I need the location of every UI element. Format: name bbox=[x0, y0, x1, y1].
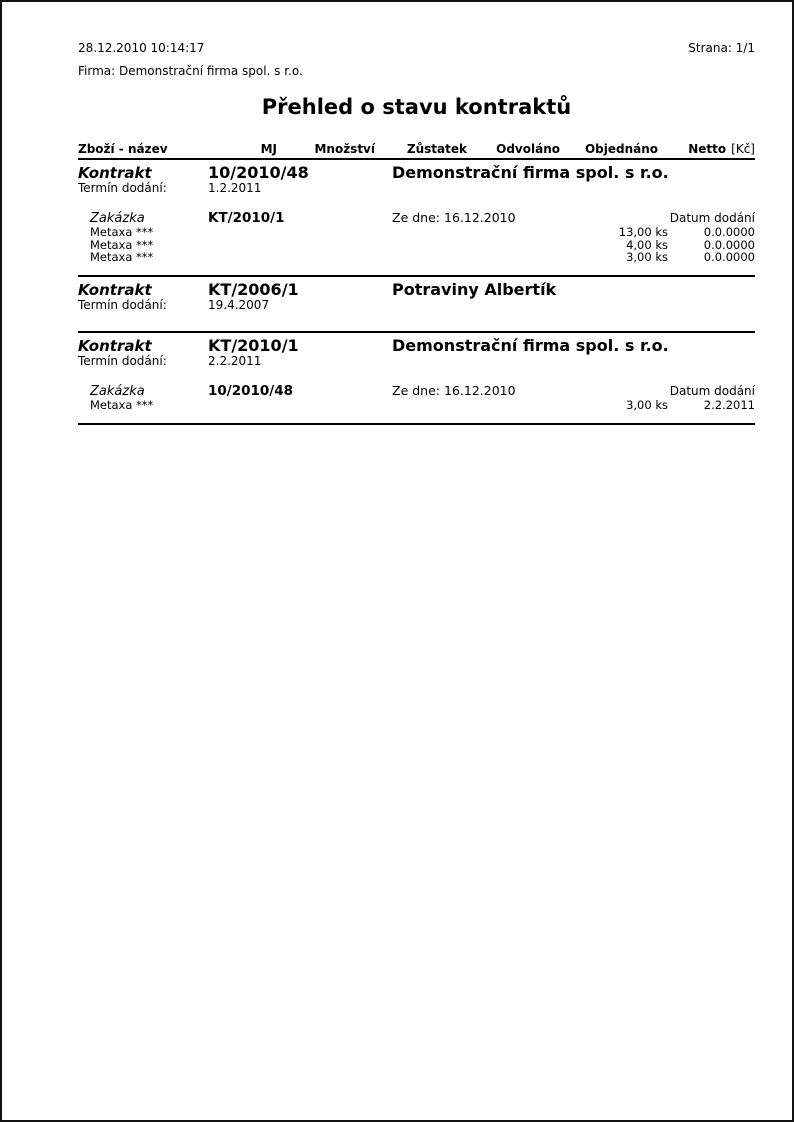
item-delivery-date: 2.2.2011 bbox=[703, 397, 755, 412]
order-number: KT/2010/1 bbox=[208, 210, 285, 226]
section-divider bbox=[78, 331, 755, 333]
delivery-term-label: Termín dodání: bbox=[78, 353, 167, 368]
delivery-term-row bbox=[78, 299, 755, 312]
column-header-quantity: Množství bbox=[314, 142, 375, 156]
delivery-term-row bbox=[78, 355, 755, 368]
column-header-balance: Zůstatek bbox=[406, 142, 467, 156]
section-divider bbox=[78, 275, 755, 277]
delivery-term-value: 1.2.2011 bbox=[208, 181, 262, 195]
column-header-revoked: Odvoláno bbox=[496, 142, 560, 156]
item-row bbox=[78, 251, 755, 264]
order-date-label: Ze dne: bbox=[392, 210, 440, 225]
item-delivery-date: 0.0.0000 bbox=[703, 225, 755, 239]
item-delivery-date: 0.0.0000 bbox=[703, 237, 755, 252]
order-date-label: Ze dne: bbox=[392, 382, 440, 398]
item-quantity: 4,00 ks bbox=[626, 237, 668, 252]
contract-label: Kontrakt bbox=[78, 336, 152, 355]
item-quantity: 3,00 ks bbox=[626, 250, 668, 264]
item-name: Metaxa *** bbox=[90, 237, 154, 252]
order-date-value: 16.12.2010 bbox=[444, 210, 516, 225]
order-number: 10/2010/48 bbox=[208, 382, 294, 399]
currency-unit-label: [Kč] bbox=[731, 142, 755, 156]
page-title: Přehled o stavu kontraktů bbox=[261, 95, 572, 119]
column-header-netto bbox=[658, 142, 755, 156]
item-name: Metaxa *** bbox=[90, 250, 154, 264]
contract-label: Kontrakt bbox=[78, 280, 152, 299]
order-date-value: 16.12.2010 bbox=[444, 382, 516, 398]
order-header bbox=[78, 383, 755, 399]
delivery-date-column-label: Datum dodání bbox=[669, 383, 755, 398]
order-date-line bbox=[392, 210, 670, 225]
column-header-goods-name: Zboží - název bbox=[78, 142, 168, 156]
contract-partner: Demonstrační firma spol. s r.o. bbox=[392, 335, 669, 355]
table-header bbox=[78, 142, 755, 160]
item-quantity: 3,00 ks bbox=[626, 397, 668, 412]
contract-number: KT/2006/1 bbox=[208, 279, 299, 299]
item-row bbox=[78, 399, 755, 412]
contract-header bbox=[78, 163, 755, 182]
item-quantity: 13,00 ks bbox=[618, 225, 668, 239]
report-content bbox=[2, 2, 792, 425]
contract-label: Kontrakt bbox=[78, 164, 152, 182]
contract-header bbox=[78, 280, 755, 299]
item-name: Metaxa *** bbox=[90, 225, 154, 239]
item-row bbox=[78, 226, 755, 239]
contract-number: 10/2010/48 bbox=[208, 163, 309, 182]
delivery-term-label: Termín dodání: bbox=[78, 181, 167, 195]
item-delivery-date: 0.0.0000 bbox=[703, 250, 755, 264]
document-meta-row bbox=[78, 41, 755, 55]
order-label: Zakázka bbox=[90, 383, 145, 399]
company-line: Firma: Demonstrační firma spol. s r.o. bbox=[78, 64, 303, 78]
contract-partner: Potraviny Albertík bbox=[392, 279, 557, 299]
delivery-term-row bbox=[78, 182, 755, 195]
column-header-unit: MJ bbox=[260, 142, 277, 156]
item-name: Metaxa *** bbox=[90, 397, 154, 412]
delivery-term-value: 19.4.2007 bbox=[208, 297, 270, 312]
order-date-line bbox=[392, 383, 670, 398]
page-number: Strana: 1/1 bbox=[688, 41, 755, 55]
column-header-ordered: Objednáno bbox=[584, 142, 658, 156]
delivery-term-value: 2.2.2011 bbox=[208, 353, 262, 368]
section-divider bbox=[78, 423, 755, 425]
delivery-term-label: Termín dodání: bbox=[78, 297, 167, 312]
delivery-date-column-label: Datum dodání bbox=[669, 211, 755, 225]
order-label: Zakázka bbox=[90, 211, 145, 226]
print-datetime: 28.12.2010 10:14:17 bbox=[78, 41, 205, 55]
order-header bbox=[78, 210, 755, 226]
contract-header bbox=[78, 336, 755, 355]
contract-partner: Demonstrační firma spol. s r.o. bbox=[392, 163, 669, 182]
netto-label: Netto bbox=[688, 142, 727, 156]
contract-number: KT/2010/1 bbox=[208, 335, 299, 355]
